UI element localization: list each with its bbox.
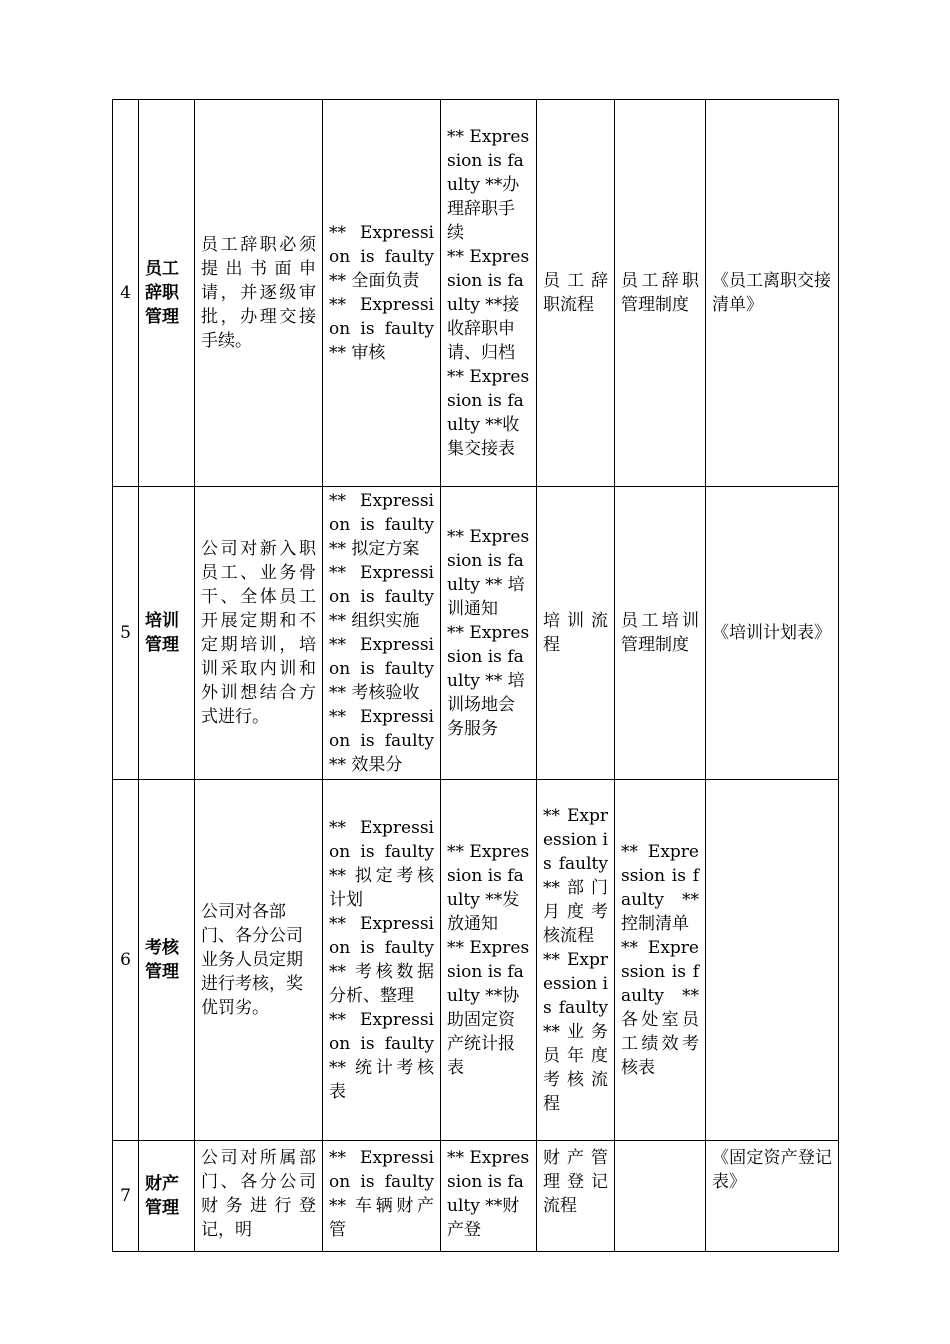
row-number: 4: [113, 100, 139, 487]
duty-line: ** Expression is faulty ** 考核数据分析、整理: [329, 914, 434, 1006]
duty-line: ** Expression is faulty ** 培训场地会务服务: [447, 623, 530, 739]
description-cell: 公司对各部门、各分公司业务人员定期进行考核，奖优罚劣。: [195, 780, 323, 1141]
duty-line: ** Expression is faulty ** 车辆财产管: [329, 1148, 434, 1240]
leader-duty-cell: [323, 1141, 441, 1252]
table-row: [113, 780, 839, 1141]
process-cell: 培训流程: [537, 487, 615, 780]
duty-line: ** Expression is faulty **办理辞职手续: [447, 127, 530, 243]
process-cell: 员工辞职流程: [537, 100, 615, 487]
duty-line: ** Expression is faulty ** 统计考核表: [329, 1010, 434, 1102]
table-row: [113, 1141, 839, 1252]
policy-cell: 员工辞职管理制度: [615, 100, 706, 487]
process-line: ** Expression is faulty **部门月度考核流程: [543, 806, 608, 946]
duty-line: ** Expression is faulty ** 效果分: [329, 707, 434, 775]
form-text: 《固定资产登记表》: [712, 1148, 832, 1192]
duty-line: ** Expression is faulty ** 全面负责: [329, 223, 434, 291]
policy-cell: [615, 1141, 706, 1252]
duty-line: ** Expression is faulty ** 拟定考核计划: [329, 818, 434, 910]
duty-line: ** Expression is faulty **财产登: [447, 1148, 530, 1240]
row-number: 5: [113, 487, 139, 780]
row-number: 7: [113, 1141, 139, 1252]
form-cell: 《员工离职交接清单》: [706, 100, 839, 487]
duty-line: ** Expression is faulty **协助固定资产统计报表: [447, 938, 530, 1078]
process-cell: [537, 780, 615, 1141]
category-cell: 员工辞职管理: [139, 100, 195, 487]
process-cell: [537, 1141, 615, 1252]
duty-line: ** Expression is faulty ** 拟定方案: [329, 491, 434, 559]
staff-duty-cell: [441, 780, 537, 1141]
duty-line: ** Expression is faulty **接收辞职申请、归档: [447, 247, 530, 363]
table-row: [113, 487, 839, 780]
description-cell: 公司对新入职员工、业务骨干、全体员工开展定期和不定期培训，培训采取内训和外训想结合方式进行。: [195, 487, 323, 780]
staff-duty-cell: [441, 1141, 537, 1252]
process-line: ** Expression is faulty **业务员年度考核流程: [543, 950, 608, 1114]
duty-line: ** Expression is faulty **收集交接表: [447, 367, 530, 459]
description-cell: [195, 1141, 323, 1252]
responsibility-table: [112, 99, 839, 1252]
duty-line: ** Expression is faulty ** 考核验收: [329, 635, 434, 703]
duty-line: ** Expression is faulty ** 审核: [329, 295, 434, 363]
form-cell: [706, 780, 839, 1141]
policy-line: ** Expression is faulty ** 各处室员工绩效考核表: [621, 938, 699, 1078]
description-text: 公司对所属部门、各分公司财务进行登记，明: [201, 1148, 316, 1240]
category-cell: 财产管理: [139, 1141, 195, 1252]
policy-line: ** Expression is faulty ** 控制清单: [621, 842, 699, 934]
policy-cell: 员工培训管理制度: [615, 487, 706, 780]
category-cell: 培训管理: [139, 487, 195, 780]
form-cell: [706, 1141, 839, 1252]
table-row: [113, 100, 839, 487]
process-text: 财产管理登记流程: [543, 1148, 608, 1216]
staff-duty-cell: [441, 487, 537, 780]
policy-cell: [615, 780, 706, 1141]
row-number: 6: [113, 780, 139, 1141]
leader-duty-cell: [323, 780, 441, 1141]
form-cell: 《培训计划表》: [706, 487, 839, 780]
description-cell: 员工辞职必须提出书面申请，并逐级审批，办理交接手续。: [195, 100, 323, 487]
staff-duty-cell: [441, 100, 537, 487]
duty-line: ** Expression is faulty ** 培训通知: [447, 527, 530, 619]
category-cell: 考核管理: [139, 780, 195, 1141]
leader-duty-cell: [323, 487, 441, 780]
duty-line: ** Expression is faulty ** 组织实施: [329, 563, 434, 631]
duty-line: ** Expression is faulty **发放通知: [447, 842, 530, 934]
leader-duty-cell: [323, 100, 441, 487]
